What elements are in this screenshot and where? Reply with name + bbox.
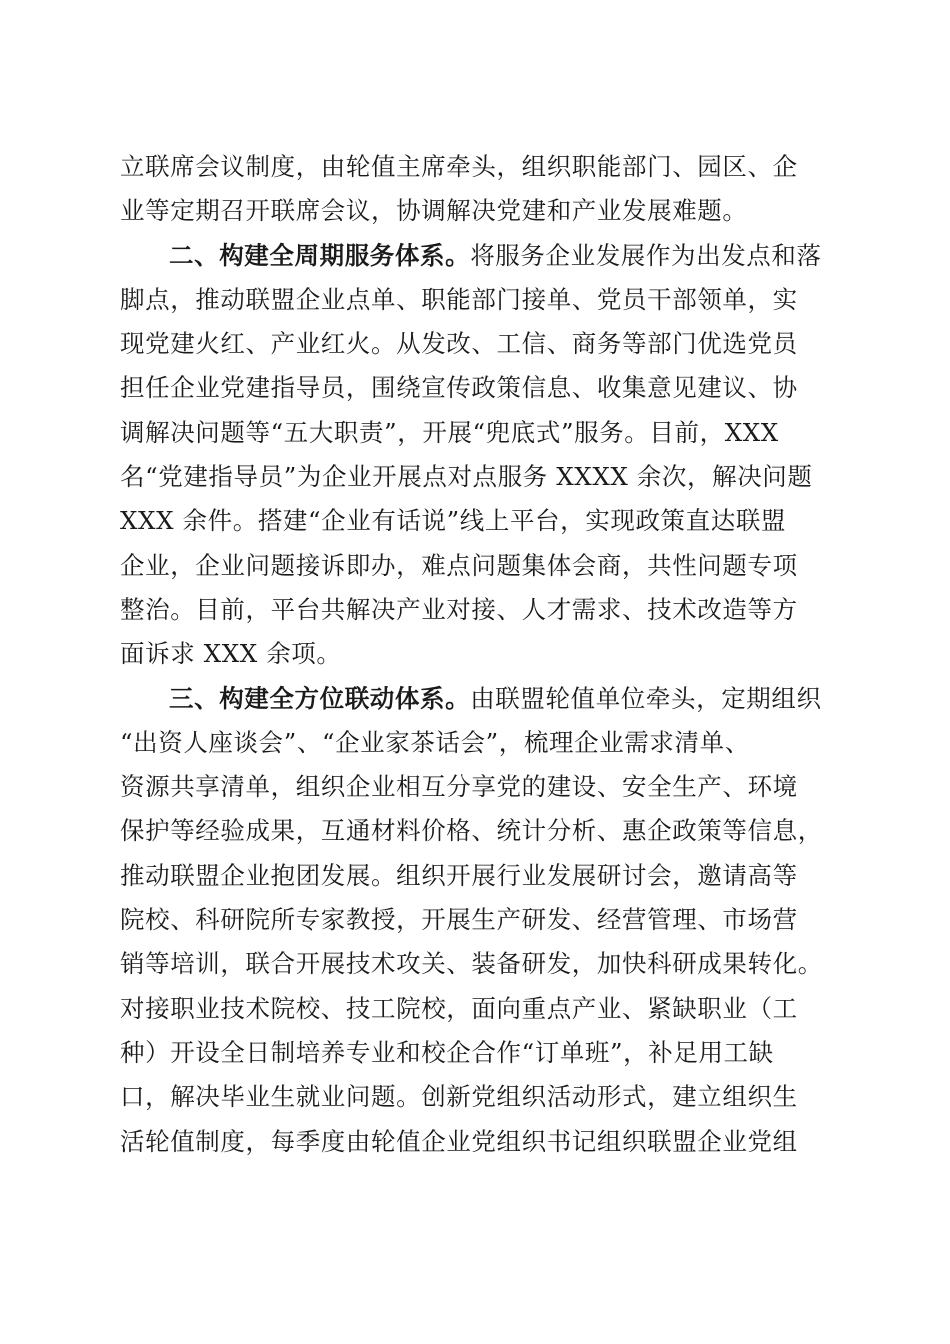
text-line: 名“党建指导员”为企业开展点对点服务 XXXX 余次，解决问题 <box>120 462 813 492</box>
text-line: XXX 余件。搭建“企业有话说”线上平台，实现政策直达联盟 <box>120 506 787 536</box>
text-line: 资源共享清单，组织企业相互分享党的建设、安全生产、环境 <box>120 772 798 802</box>
section-heading-line <box>120 234 826 278</box>
text-line: 整治。目前，平台共解决产业对接、人才需求、技术改造等方 <box>120 594 798 624</box>
text-line: 面诉求 XXX 余项。 <box>120 639 342 669</box>
text-line: 对接职业技术院校、技工院校，面向重点产业、紧缺职业（工 <box>120 993 798 1023</box>
text-line: 企业，企业问题接诉即办，难点问题集体会商，共性问题专项 <box>120 550 798 580</box>
text-line: 脚点，推动联盟企业点单、职能部门接单、党员干部领单，实 <box>120 284 798 314</box>
text-line: “出资人座谈会”、“企业家茶话会”，梳理企业需求清单、 <box>120 727 750 757</box>
section-heading-line <box>120 677 826 721</box>
text-line: 保护等经验成果，互通材料价格、统计分析、惠企政策等信息， <box>120 816 823 846</box>
text-line: 调解决问题等“五大职责”，开展“兜底式”服务。目前，XXX <box>120 417 779 447</box>
text-line: 院校、科研院所专家教授，开展生产研发、经营管理、市场营 <box>120 905 798 935</box>
text-line: 种）开设全日制培养专业和校企合作“订单班”，补足用工缺 <box>120 1037 774 1067</box>
section-heading: 二、构建全周期服务体系。 <box>169 240 471 270</box>
text-line: 现党建火红、产业红火。从发改、工信、商务等部门优选党员 <box>120 329 798 359</box>
text-line: 由联盟轮值单位牵头，定期组织 <box>470 683 822 713</box>
text-line: 立联席会议制度，由轮值主席牵头，组织职能部门、园区、企 <box>120 152 798 181</box>
text-line: 口，解决毕业生就业问题。创新党组织活动形式，建立组织生 <box>120 1082 798 1112</box>
document-body <box>120 145 826 1164</box>
text-line: 将服务企业发展作为出发点和落 <box>470 240 822 270</box>
text-line: 担任企业党建指导员，围绕宣传政策信息、收集意见建议、协 <box>120 373 798 403</box>
text-line: 销等培训，联合开展技术攻关、装备研发，加快科研成果转化。 <box>120 949 823 979</box>
section-heading: 三、构建全方位联动体系。 <box>169 683 471 713</box>
text-line: 活轮值制度，每季度由轮值企业党组织书记组织联盟企业党组 <box>120 1126 798 1156</box>
text-line: 推动联盟企业抱团发展。组织开展行业发展研讨会，邀请高等 <box>120 860 798 890</box>
text-line: 业等定期召开联席会议，协调解决党建和产业发展难题。 <box>120 196 748 226</box>
